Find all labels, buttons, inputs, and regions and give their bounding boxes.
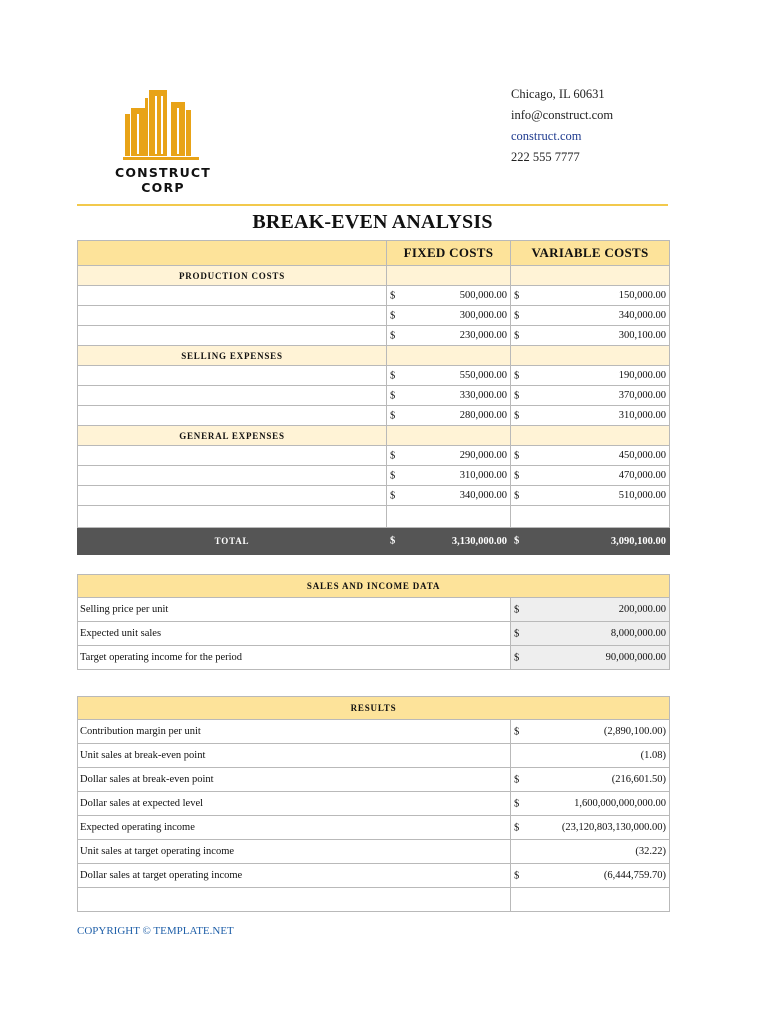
variable-cost-value: 340,000.00	[618, 310, 666, 321]
results-value: (6,444,759.70)	[603, 870, 667, 881]
cost-row: $ 330,000.00 $ 370,000.00	[78, 386, 670, 406]
results-row	[78, 744, 670, 768]
results-table	[77, 696, 670, 912]
fixed-cost-value: 280,000.00	[459, 410, 507, 421]
contact-phone: 222 555 7777	[511, 150, 580, 164]
variable-cost-value: 450,000.00	[618, 450, 666, 461]
sales-value[interactable]: 8,000,000.00	[610, 628, 667, 639]
header-divider	[77, 204, 668, 206]
results-value: (216,601.50)	[611, 774, 667, 785]
total-fixed-value: 3,130,000.00	[451, 535, 507, 547]
cost-row: $ 340,000.00 $ 510,000.00	[78, 486, 670, 506]
costs-header-blank	[78, 241, 387, 266]
page-title: BREAK-EVEN ANALYSIS	[252, 211, 493, 233]
cost-row: $ 300,000.00 $ 340,000.00	[78, 306, 670, 326]
sales-row: Target operating income for the period $ 90,000,000.00	[78, 646, 670, 670]
cost-row: $ 290,000.00 $ 450,000.00	[78, 446, 670, 466]
cost-row: $ 230,000.00 $ 300,100.00	[78, 326, 670, 346]
section-label: SELLING EXPENSES	[78, 346, 387, 366]
variable-cost-value: 150,000.00	[618, 290, 666, 301]
sales-label: Target operating income for the period	[78, 646, 511, 670]
company-name: CONSTRUCT CORP	[114, 165, 212, 195]
sales-label: Expected unit sales	[78, 622, 511, 646]
fixed-cost-value: 290,000.00	[459, 450, 507, 461]
results-label: Contribution margin per unit	[78, 720, 511, 744]
results-row: Dollar sales at expected level $ 1,600,000,000,000.00	[78, 792, 670, 816]
section-row-general	[78, 426, 670, 446]
results-value: (1.08)	[640, 750, 667, 761]
sales-header: SALES AND INCOME DATA	[78, 575, 670, 598]
sales-table	[77, 574, 670, 670]
results-value: (2,890,100.00)	[603, 726, 667, 737]
variable-cost-value: 190,000.00	[618, 370, 666, 381]
cost-row: $ 550,000.00 $ 190,000.00	[78, 366, 670, 386]
fixed-costs-header: FIXED COSTS	[387, 241, 511, 266]
results-value: (23,120,803,130,000.00)	[561, 822, 667, 833]
contact-block	[511, 84, 613, 168]
results-row: Dollar sales at break-even point $ (216,601.50)	[78, 768, 670, 792]
section-label: GENERAL EXPENSES	[78, 426, 387, 446]
fixed-cost-value: 330,000.00	[459, 390, 507, 401]
results-header-row	[78, 697, 670, 720]
fixed-cost-value: 230,000.00	[459, 330, 507, 341]
results-value: (32.22)	[635, 846, 667, 857]
fixed-cost-value: 300,000.00	[459, 310, 507, 321]
section-label: PRODUCTION COSTS	[78, 266, 387, 286]
building-logo-icon	[123, 88, 203, 163]
sales-label: Selling price per unit	[78, 598, 511, 622]
results-label: Expected operating income	[78, 816, 511, 840]
sales-header-row	[78, 575, 670, 598]
variable-costs-header: VARIABLE COSTS	[511, 241, 670, 266]
cost-row: $ 280,000.00 $ 310,000.00	[78, 406, 670, 426]
results-label: Unit sales at target operating income	[78, 840, 511, 864]
results-row: Dollar sales at target operating income $ (6,444,759.70)	[78, 864, 670, 888]
fixed-cost-value: 340,000.00	[459, 490, 507, 501]
variable-cost-value: 470,000.00	[618, 470, 666, 481]
fixed-cost-value: 310,000.00	[459, 470, 507, 481]
contact-email[interactable]: info@construct.com	[511, 108, 614, 122]
sales-value[interactable]: 90,000,000.00	[605, 652, 667, 663]
variable-cost-value: 310,000.00	[618, 410, 666, 421]
results-row	[78, 840, 670, 864]
copyright-link[interactable]: COPYRIGHT © TEMPLATE.NET	[77, 925, 234, 937]
variable-cost-value: 370,000.00	[618, 390, 666, 401]
cost-row: $ 310,000.00 $ 470,000.00	[78, 466, 670, 486]
cost-row: $ 500,000.00 $ 150,000.00	[78, 286, 670, 306]
costs-table	[77, 240, 670, 555]
fixed-cost-value: 500,000.00	[459, 290, 507, 301]
total-label: TOTAL	[78, 528, 387, 555]
contact-website[interactable]: construct.com	[511, 129, 582, 143]
results-row: Expected operating income $ (23,120,803,130,000.00)	[78, 816, 670, 840]
results-label: Dollar sales at break-even point	[78, 768, 511, 792]
results-row: Contribution margin per unit $ (2,890,100.00)	[78, 720, 670, 744]
total-variable-value: 3,090,100.00	[610, 535, 666, 547]
section-row-production	[78, 266, 670, 286]
contact-address: Chicago, IL 60631	[511, 87, 605, 101]
results-label: Dollar sales at expected level	[78, 792, 511, 816]
results-label: Dollar sales at target operating income	[78, 864, 511, 888]
fixed-cost-value: 550,000.00	[459, 370, 507, 381]
results-label: Unit sales at break-even point	[78, 744, 511, 768]
results-value: 1,600,000,000,000.00	[574, 798, 667, 809]
company-logo	[92, 86, 234, 195]
total-row: TOTAL $ 3,130,000.00 $ 3,090,100.00	[78, 528, 670, 555]
sales-row: Selling price per unit $ 200,000.00	[78, 598, 670, 622]
sales-value[interactable]: 200,000.00	[618, 604, 667, 615]
costs-header-row	[78, 241, 670, 266]
empty-row	[78, 888, 670, 912]
sales-row: Expected unit sales $ 8,000,000.00	[78, 622, 670, 646]
variable-cost-value: 300,100.00	[618, 330, 666, 341]
section-row-selling	[78, 346, 670, 366]
variable-cost-value: 510,000.00	[618, 490, 666, 501]
results-header: RESULTS	[78, 697, 670, 720]
spacer-row	[78, 506, 670, 528]
